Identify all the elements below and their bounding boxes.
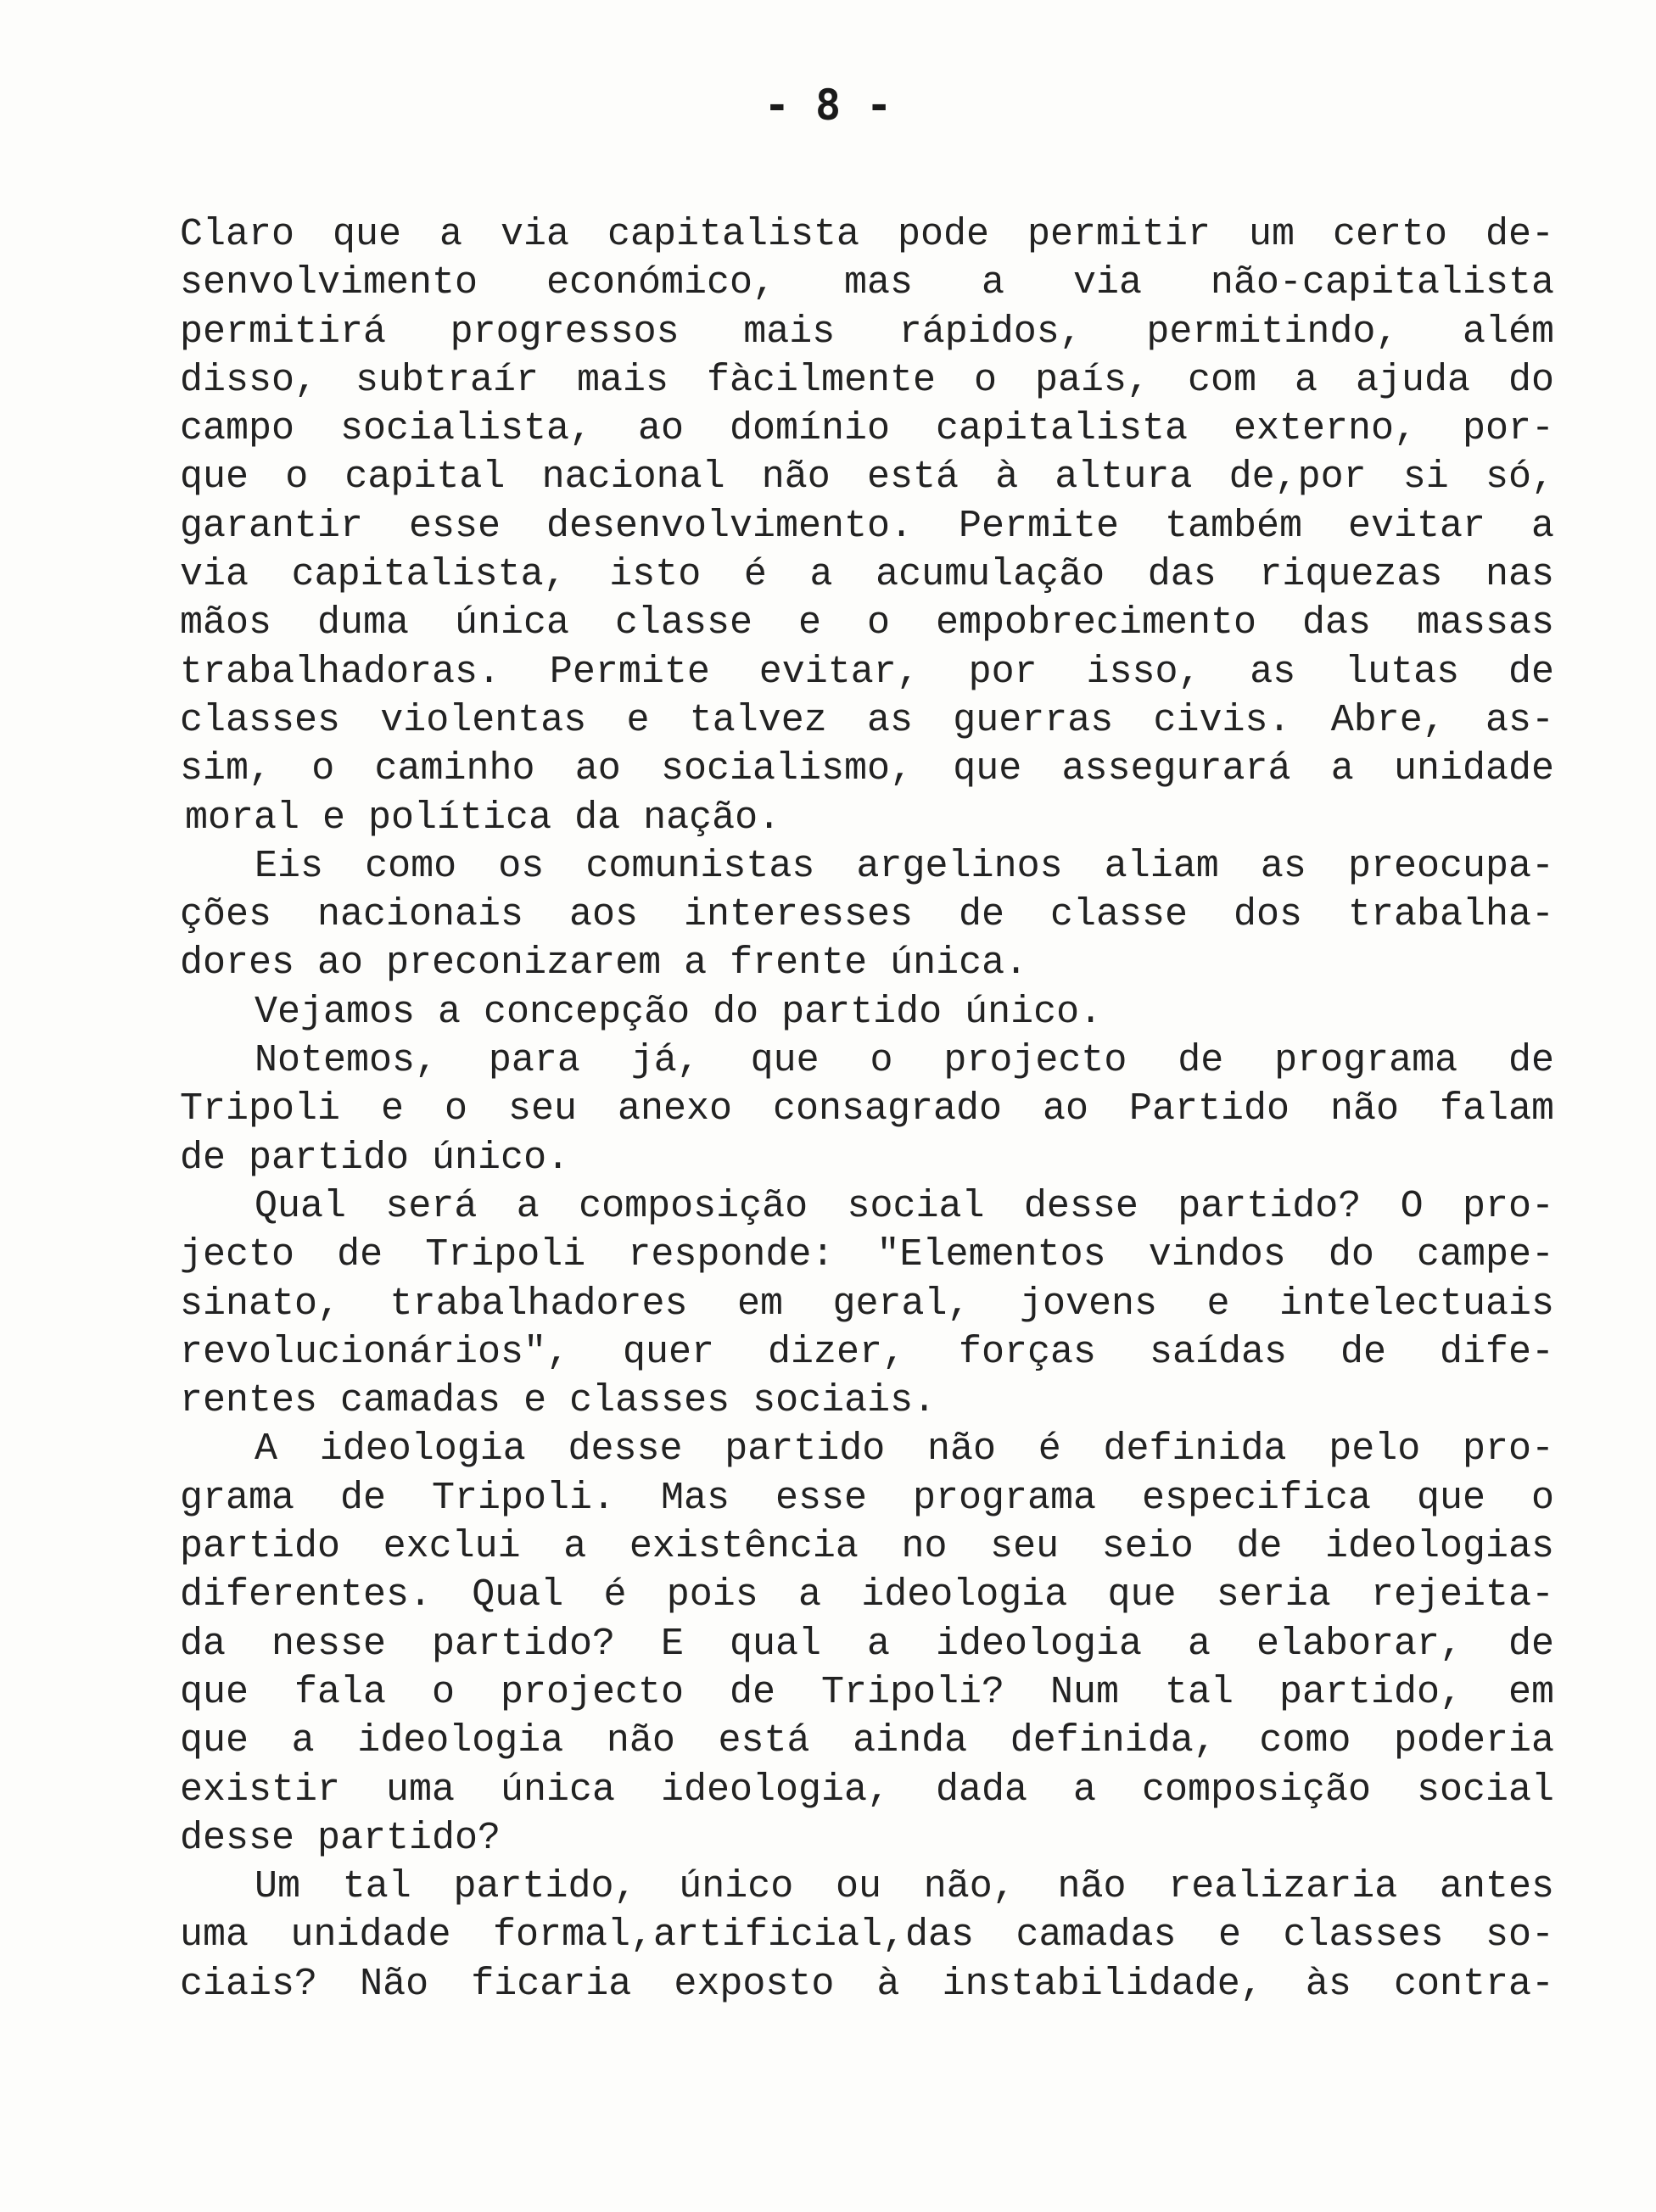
text-line: A ideologia desse partido não é definida pelo pro-: [255, 1427, 1554, 1472]
text-line: revolucionários", quer dizer, forças saídas de dife-: [180, 1330, 1554, 1374]
text-line: diferentes. Qual é pois a ideologia que seria rejeita-: [180, 1573, 1554, 1617]
body-text: [180, 210, 1554, 2008]
text-line: partido exclui a existência no seu seio de ideologias: [180, 1525, 1554, 1569]
text-line: classes violentas e talvez as guerras civis. Abre, as-: [180, 698, 1554, 742]
text-line: mãos duma única classe e o empobrecimento das massas: [180, 601, 1554, 645]
text-line: Eis como os comunistas argelinos aliam as preocupa-: [255, 844, 1554, 888]
text-line: permitirá progressos mais rápidos, permitindo, além: [180, 310, 1554, 354]
page-number: - 8 -: [764, 81, 892, 130]
text-line: de partido único.: [180, 1136, 570, 1180]
text-line: disso, subtraír mais fàcilmente o país, com a ajuda do: [180, 358, 1554, 402]
text-line: Tripoli e o seu anexo consagrado ao Partido não falam: [180, 1087, 1554, 1131]
text-line: da nesse partido? E qual a ideologia a elaborar, de: [180, 1622, 1554, 1666]
text-line: ções nacionais aos interesses de classe dos trabalha-: [180, 893, 1554, 937]
text-line: via capitalista, isto é a acumulação das riquezas nas: [180, 553, 1554, 597]
text-line: Vejamos a concepção do partido único.: [255, 990, 1103, 1034]
text-line: existir uma única ideologia, dada a composição social: [180, 1768, 1554, 1812]
text-line: ciais? Não ficaria exposto à instabilidade, às contra-: [180, 1962, 1554, 2006]
text-line: Um tal partido, único ou não, não realizaria antes: [255, 1865, 1554, 1909]
text-line: senvolvimento económico, mas a via não-capitalista: [180, 261, 1554, 305]
text-line: Claro que a via capitalista pode permitir um certo de-: [180, 213, 1554, 256]
text-line: que a ideologia não está ainda definida, como poderia: [180, 1719, 1554, 1763]
text-line: que fala o projecto de Tripoli? Num tal partido, em: [180, 1670, 1554, 1714]
text-line: grama de Tripoli. Mas esse programa especifica que o: [180, 1476, 1554, 1520]
text-line: que o capital nacional não está à altura de,por si só,: [180, 455, 1554, 500]
text-line: jecto de Tripoli responde: "Elementos vindos do campe-: [180, 1233, 1554, 1277]
text-line: sinato, trabalhadores em geral, jovens e intelectuais: [180, 1282, 1554, 1326]
text-line: uma unidade formal,artificial,das camadas e classes so-: [180, 1913, 1554, 1958]
text-line: garantir esse desenvolvimento. Permite também evitar a: [180, 504, 1554, 548]
text-line: Qual será a composição social desse partido? O pro-: [255, 1184, 1554, 1228]
text-line: sim, o caminho ao socialismo, que assegurará a unidade: [180, 747, 1554, 791]
text-line: desse partido?: [180, 1816, 501, 1860]
text-line: campo socialista, ao domínio capitalista externo, por-: [180, 407, 1554, 451]
text-line: trabalhadoras. Permite evitar, por isso, as lutas de: [180, 650, 1554, 694]
text-line: moral e política da nação.: [185, 796, 781, 840]
text-line: rentes camadas e classes sociais.: [180, 1379, 937, 1423]
text-line: dores ao preconizarem a frente única.: [180, 941, 1028, 986]
text-line: Notemos, para já, que o projecto de programa de: [255, 1039, 1554, 1083]
